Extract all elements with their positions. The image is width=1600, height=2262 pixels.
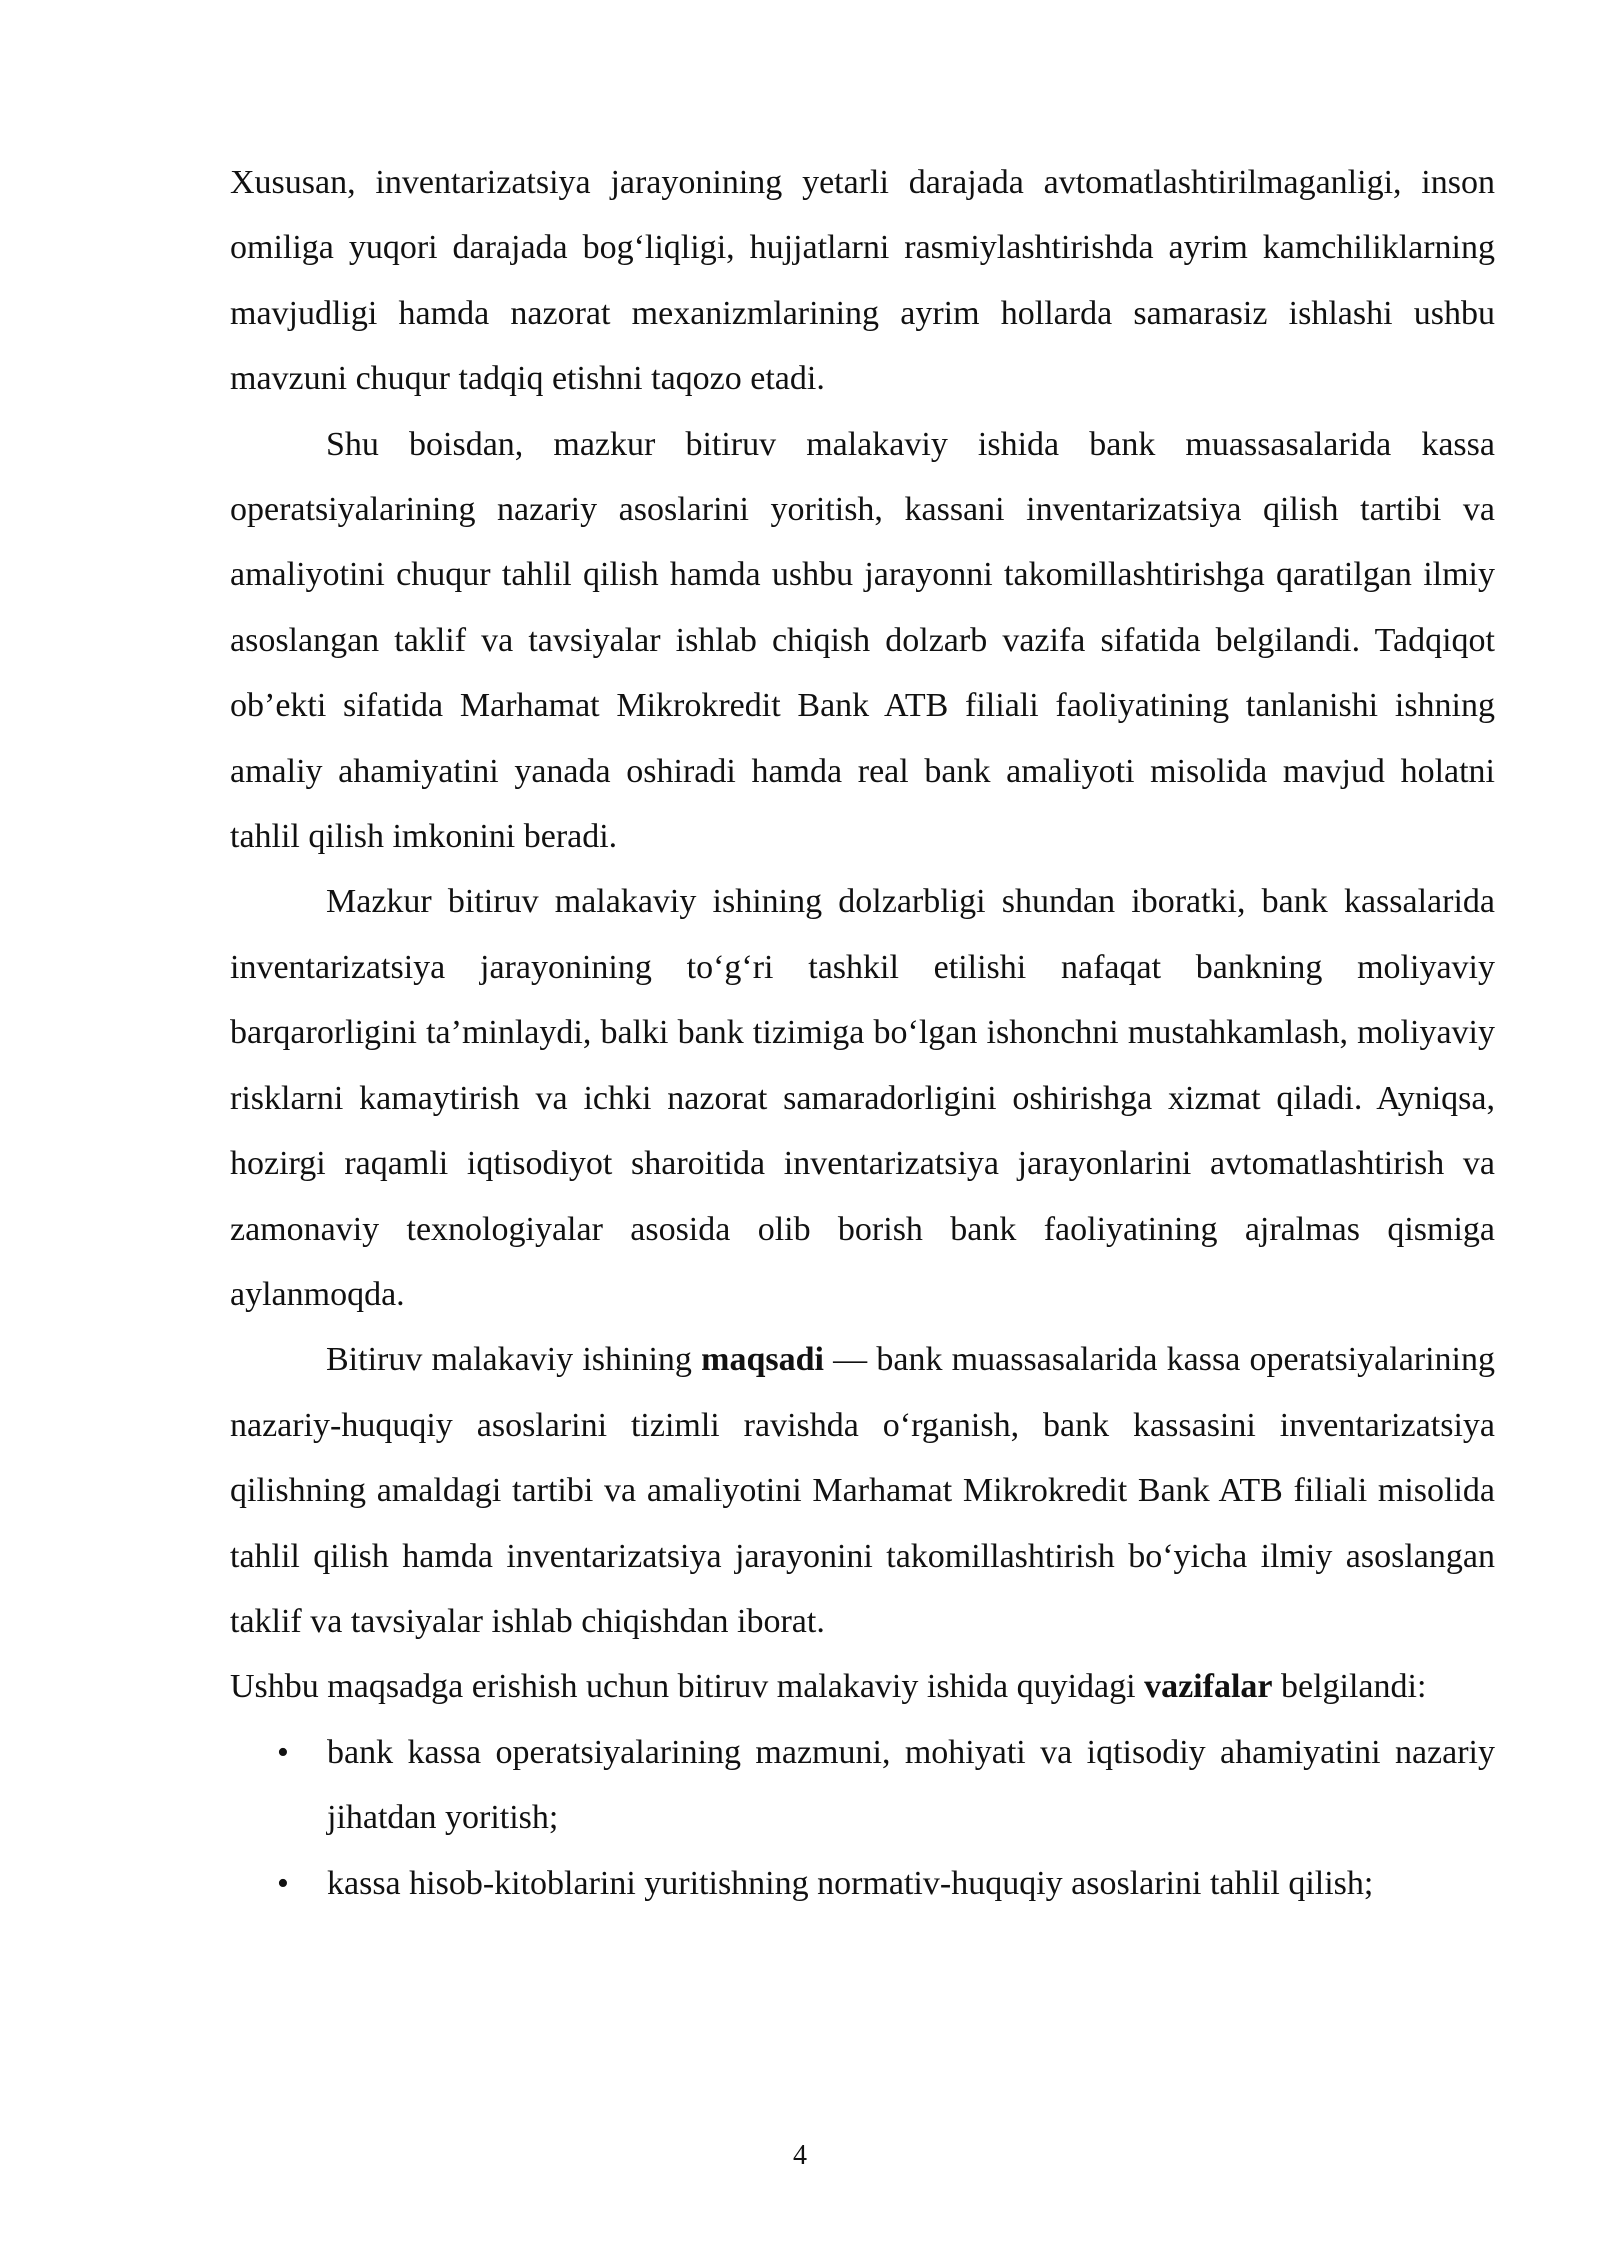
paragraph-1: Xususan, inventarizatsiya jarayonining yetarli darajada avtomatlashtirilmaganligi, inson omiliga yuqori darajada bog‘liqligi, hujjatlarni rasmiylashtirishda ayrim kamchiliklarning mavjudligi hamda nazorat mexanizmlarining ayrim hollarda samarasiz ishlashi ushbu mavzuni chuqur tadqiq etishni taqozo etadi. (230, 164, 1495, 398)
paragraph-tasks-intro (230, 1654, 1495, 1719)
goal-text-before: Bitiruv malakaviy ishining (326, 1341, 702, 1379)
paragraph-3: Mazkur bitiruv malakaviy ishining dolzarbligi shundan iboratki, bank kassalarida inventarizatsiya jarayonining to‘g‘ri tashkil etilishi nafaqat bankning moliyaviy barqarorligini ta’minlaydi, balki bank tizimiga bo‘lgan ishonchni mustahkamlash, moliyaviy risklarni kamaytirish va ichki nazorat samaradorligini oshirishga xizmat qiladi. Ayniqsa, hozirgi raqamli iqtisodiyot sharoitida inventarizatsiya jarayonlarini avtomatlashtirish va zamonaviy texnologiyalar asosida olib borish bank faoliyatining ajralmas qismiga aylanmoqda. (230, 883, 1495, 1313)
bullet-icon: • (277, 1864, 289, 1902)
paragraph-goal (230, 1327, 1495, 1654)
tasks-intro-after: belgilandi: (1272, 1668, 1427, 1706)
goal-keyword: maqsadi (701, 1341, 824, 1379)
page-number: 4 (793, 2140, 807, 2171)
bullet-icon: • (277, 1733, 289, 1771)
tasks-intro-before: Ushbu maqsadga erishish uchun bitiruv malakaviy ishida quyidagi (230, 1668, 1145, 1706)
task-text: kassa hisob-kitoblarini yuritishning normativ-huquqiy asoslarini tahlil qilish; (327, 1864, 1374, 1902)
task-item (230, 1720, 1495, 1851)
task-list (230, 1720, 1495, 1916)
goal-text-after: — bank muassasalarida kassa operatsiyalarining nazariy-huquqiy asoslarini tizimli ravishda o‘rganish, bank kassasini inventarizatsiya qilishning amaldagi tartibi va amaliyotini Marhamat Mikrokredit Bank ATB filiali misolida tahlil qilish hamda inventarizatsiya jarayonini takomillashtirish bo‘yicha ilmiy asoslangan taklif va tavsiyalar ishlab chiqishdan iborat. (230, 1341, 1495, 1640)
tasks-keyword: vazifalar (1144, 1668, 1273, 1706)
document-body (230, 150, 1495, 1916)
paragraph-2: Shu boisdan, mazkur bitiruv malakaviy ishida bank muassasalarida kassa operatsiyalarining nazariy asoslarini yoritish, kassani inventarizatsiya qilish tartibi va amaliyotini chuqur tahlil qilish hamda ushbu jarayonni takomillashtirishga qaratilgan ilmiy asoslangan taklif va tavsiyalar ishlab chiqish dolzarb vazifa sifatida belgilandi. Tadqiqot ob’ekti sifatida Marhamat Mikrokredit Bank ATB filiali faoliyatining tanlanishi ishning amaliy ahamiyatini yanada oshiradi hamda real bank amaliyoti misolida mavjud holatni tahlil qilish imkonini beradi. (230, 425, 1495, 856)
task-item (230, 1851, 1495, 1916)
task-text: bank kassa operatsiyalarining mazmuni, mohiyati va iqtisodiy ahamiyatini nazariy jihatdan yoritish; (327, 1733, 1495, 1837)
